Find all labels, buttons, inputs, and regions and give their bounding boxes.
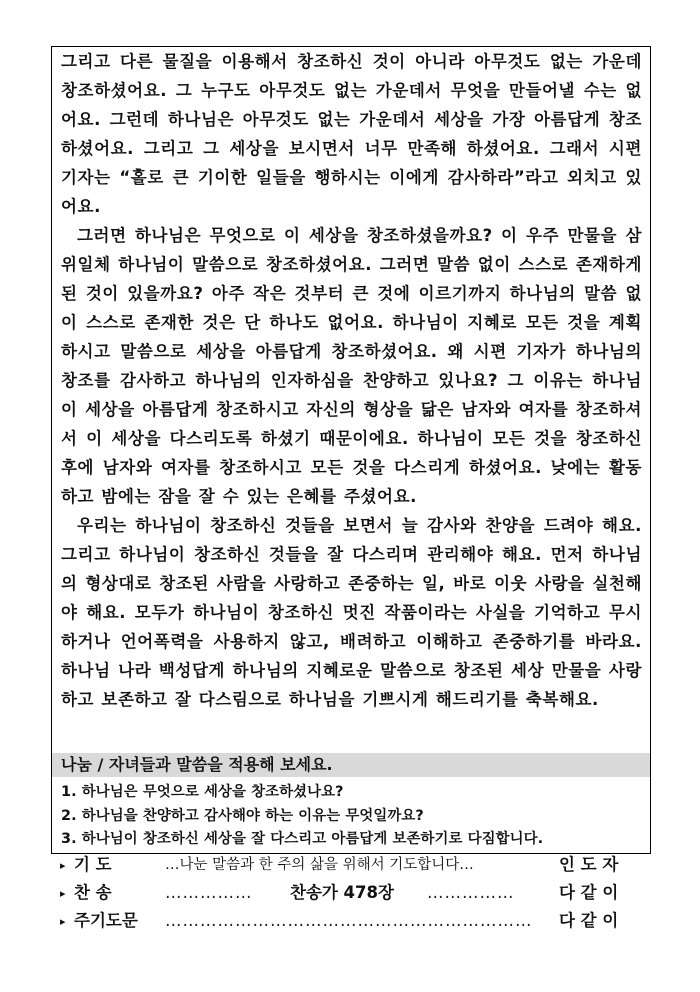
order-description: …나눈 말씀과 한 주의 삶을 위해서 기도합니다… [165, 857, 474, 873]
triangle-bullet-icon: ▸ [60, 887, 66, 900]
order-leader: 다 같 이 [559, 911, 619, 930]
order-hymn [60, 879, 645, 907]
dot-leader: ……………………………………………………… [165, 911, 533, 930]
order-lords-prayer [60, 907, 645, 935]
paragraph-2: 그러면 하나님은 무엇으로 이 세상을 창조하셨을까요? 이 우주 만물을 삼위일체 하나님이 말씀으로 창조하셨어요. 그러면 말씀 없이 스스로 존재하게 된 것이 있을까요? 아주 작은 것부터 큰 것에 이르기까지 하나님의 말씀 없이 스스로 존재한 것은 단 하나도 없어요. 하나님이 지혜로 모든 것을 계획하시고 말씀으로 세상을 아름답게 창조하셨어요. 왜 시편 기자가 하나님의 창조를 감사하고 하나님의 인자하심을 찬양하고 있나요? 그 이유는 하나님이 세상을 아름답게 창조하시고 자신의 형상을 닮은 남자와 여자를 창조하셔서 이 세상을 다스리도록 하셨기 때문이에요. 하나님이 모든 것을 창조하신 후에 남자와 여자를 창조하시고 모든 것을 다스리게 하셨어요. 낮에는 활동하고 밤에는 잠을 잘 수 있는 은혜를 주셨어요. [61, 226, 642, 506]
question-1: 1. 하나님은 무엇으로 세상을 창조하셨나요? [61, 784, 344, 800]
dot-leader: …………… [427, 883, 515, 902]
share-heading: 나눔 / 자녀들과 말씀을 적용해 보세요. [52, 753, 650, 777]
order-label: 기 도 [74, 855, 112, 874]
triangle-bullet-icon: ▸ [60, 915, 66, 928]
paragraph-3: 우리는 하나님이 창조하신 것들을 보면서 늘 감사와 찬양을 드려야 해요. 그리고 하나님이 창조하신 것들을 잘 다스리며 관리해야 해요. 먼저 하나님의 형상대로 창조된 사람을 사랑하고 존중하는 일, 바로 이웃 사랑을 실천해야 해요. 모두가 하나님이 창조하신 멋진 작품이라는 사실을 기억하고 무시하거나 언어폭력을 사용하지 않고, 배려하고 이해하고 존중하기를 바라요. 하나님 나라 백성답게 하나님의 지혜로운 말씀으로 창조된 세상 만물을 사랑하고 보존하고 잘 다스림으로 하나님을 기쁘시게 해드리기를 축복해요. [61, 516, 642, 709]
question-2: 2. 하나님을 찬양하고 감사해야 하는 이유는 무엇일까요? [61, 807, 424, 824]
triangle-bullet-icon: ▸ [60, 859, 66, 872]
order-label: 주기도문 [74, 911, 138, 930]
paragraph-1: 그리고 다른 물질을 이용해서 창조하신 것이 아니라 아무것도 없는 가운데 창조하셨어요. 그 누구도 아무것도 없는 가운데서 무엇을 만들어낼 수는 없어요. 그런데 하나님은 아무것도 없는 가운데서 세상을 가장 아름답게 창조하셨어요. 그리고 그 세상을 보시면서 너무 만족해 하셨어요. 그래서 시편 기자는 “홀로 큰 기이한 일들을 행하시는 이에게 감사하라”라고 외치고 있어요. [61, 52, 642, 216]
order-prayer [60, 851, 645, 879]
question-list [61, 781, 644, 852]
question-3: 3. 하나님이 창조하신 세상을 잘 다스리고 아름답게 보존하기로 다짐합니다. [61, 831, 544, 847]
dot-leader: …………… [165, 883, 253, 902]
order-description: 찬송가 478장 [290, 883, 394, 902]
order-label: 찬 송 [74, 883, 112, 902]
devotional-box [51, 46, 651, 854]
order-leader: 다 같 이 [559, 883, 619, 902]
order-leader: 인 도 자 [559, 855, 619, 874]
